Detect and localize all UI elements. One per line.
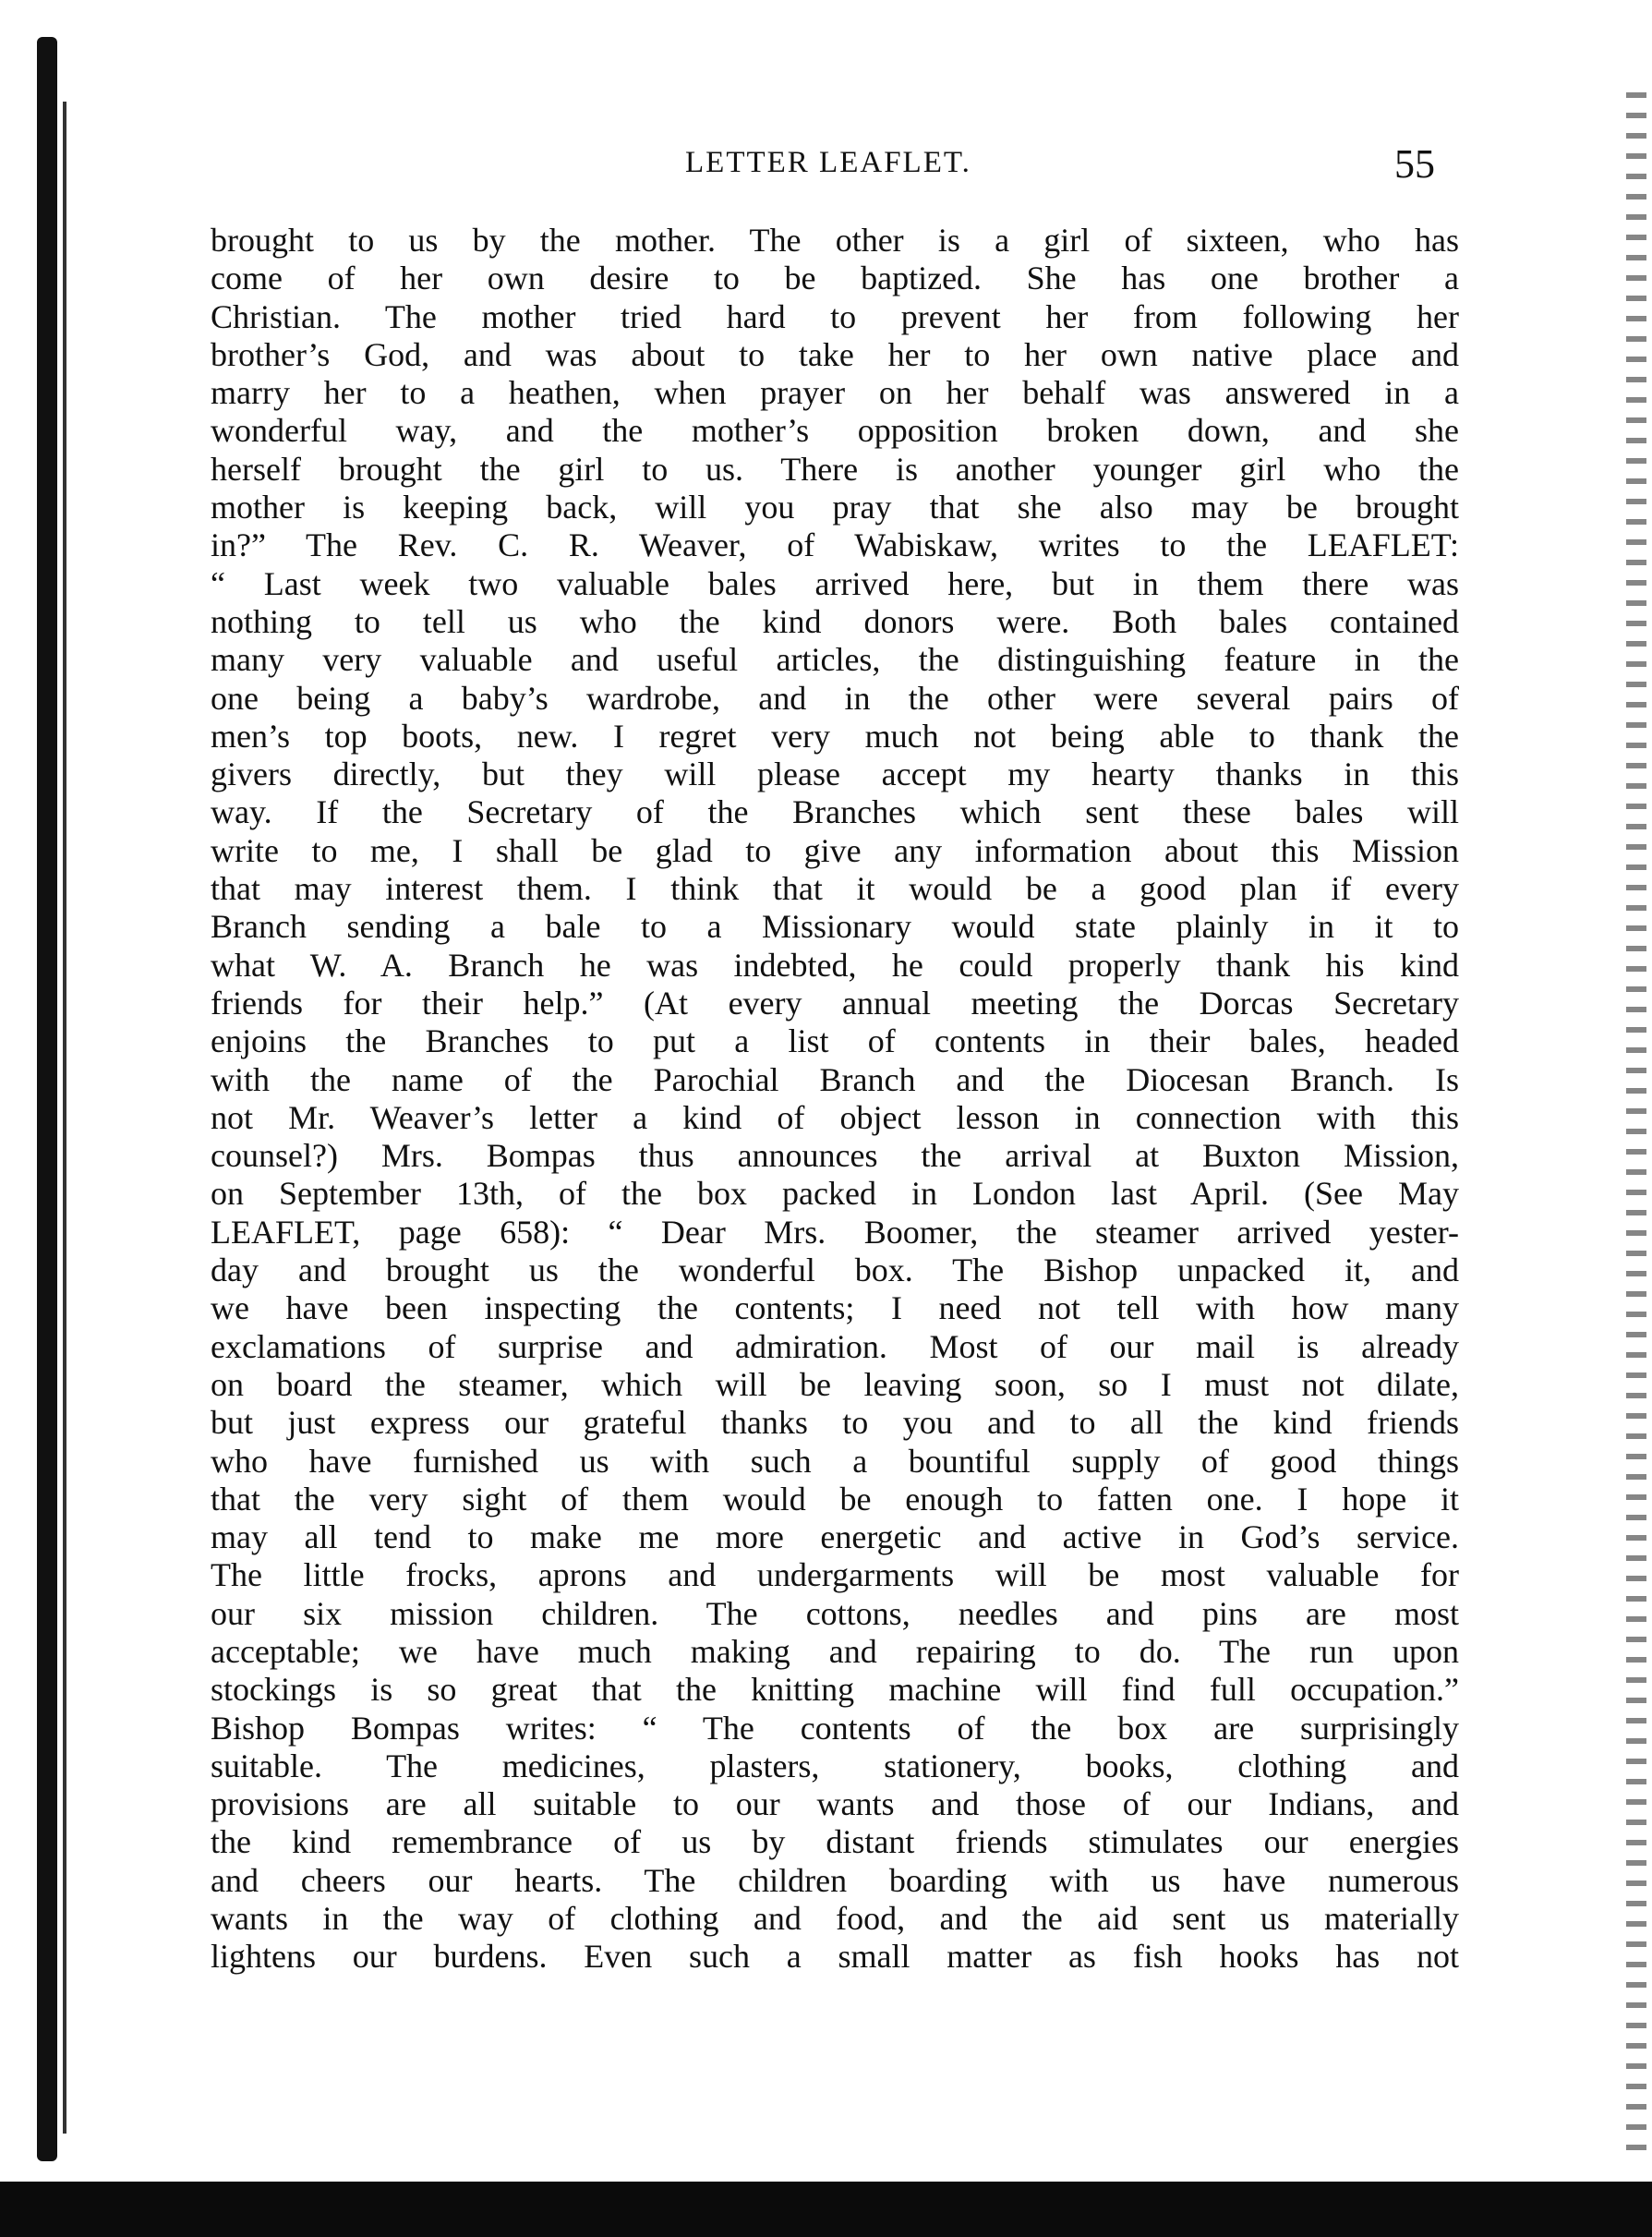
text-line: marry her to a heathen, when prayer on her behalf was answered in a <box>211 374 1459 412</box>
text-line: LEAFLET, page 658): “ Dear Mrs. Boomer, the steamer arrived yester- <box>211 1213 1459 1251</box>
text-line: “ Last week two valuable bales arrived here, but in them there was <box>211 564 1459 602</box>
text-line: exclamations of surprise and admiration. Most of our mail is already <box>211 1327 1459 1365</box>
text-line: men’s top boots, new. I regret very much not being able to thank the <box>211 717 1459 755</box>
text-line: brother’s God, and was about to take her to her own native place and <box>211 335 1459 373</box>
scan-bottom-border <box>0 2182 1652 2237</box>
text-line: who have furnished us with such a bountiful supply of good things <box>211 1442 1459 1480</box>
text-line: The little frocks, aprons and undergarments will be most valuable for <box>211 1556 1459 1594</box>
text-line: may all tend to make me more energetic and active in God’s service. <box>211 1518 1459 1556</box>
text-line: enjoins the Branches to put a list of contents in their bales, headed <box>211 1022 1459 1060</box>
running-head <box>0 141 1652 201</box>
text-line: givers directly, but they will please accept my hearty thanks in this <box>211 756 1459 793</box>
text-line: Christian. The mother tried hard to prevent her from following her <box>211 297 1459 335</box>
text-line: the kind remembrance of us by distant friends stimulates our energies <box>211 1823 1459 1861</box>
text-line: our six mission children. The cottons, needles and pins are most <box>211 1594 1459 1632</box>
text-line: herself brought the girl to us. There is another younger girl who the <box>211 450 1459 488</box>
text-line: acceptable; we have much making and repairing to do. The run upon <box>211 1632 1459 1670</box>
text-line: not Mr. Weaver’s letter a kind of object lesson in connection with this <box>211 1098 1459 1136</box>
binding-edge-line <box>63 102 66 2134</box>
text-line: with the name of the Parochial Branch and the Diocesan Branch. Is <box>211 1060 1459 1098</box>
text-line: that may interest them. I think that it would be a good plan if every <box>211 870 1459 908</box>
text-line: on September 13th, of the box packed in London last April. (See May <box>211 1175 1459 1213</box>
text-line: but just express our grateful thanks to you and to all the kind friends <box>211 1404 1459 1442</box>
text-line: in?” The Rev. C. R. Weaver, of Wabiskaw, writes to the LEAFLET: <box>211 526 1459 564</box>
page-edge-speckle <box>1626 92 1646 2161</box>
text-line: what W. A. Branch he was indebted, he could properly thank his kind <box>211 946 1459 984</box>
text-line: and cheers our hearts. The children boarding with us have numerous <box>211 1861 1459 1899</box>
text-line: lightens our burdens. Even such a small matter as fish hooks has not <box>211 1938 1459 1976</box>
text-line: on board the steamer, which will be leaving soon, so I must not dilate, <box>211 1365 1459 1403</box>
text-line: way. If the Secretary of the Branches which sent these bales will <box>211 793 1459 831</box>
text-line: we have been inspecting the contents; I need not tell with how many <box>211 1289 1459 1327</box>
text-line: nothing to tell us who the kind donors were. Both bales contained <box>211 602 1459 640</box>
text-line: write to me, I shall be glad to give any information about this Mission <box>211 831 1459 869</box>
text-line: mother is keeping back, will you pray that she also may be brought <box>211 489 1459 526</box>
text-line: Bishop Bompas writes: “ The contents of the box are surprisingly <box>211 1709 1459 1747</box>
text-line: that the very sight of them would be enough to fatten one. I hope it <box>211 1480 1459 1518</box>
text-line: day and brought us the wonderful box. The Bishop unpacked it, and <box>211 1252 1459 1289</box>
text-line: brought to us by the mother. The other is a girl of sixteen, who has <box>211 222 1459 259</box>
running-title: LETTER LEAFLET. <box>685 146 971 179</box>
text-line: one being a baby’s wardrobe, and in the other were several pairs of <box>211 679 1459 717</box>
text-line: Branch sending a bale to a Missionary would state plainly in it to <box>211 908 1459 946</box>
text-line: suitable. The medicines, plasters, stationery, books, clothing and <box>211 1747 1459 1784</box>
binding-edge-shadow <box>37 37 57 2161</box>
page-number: 55 <box>1394 141 1435 187</box>
text-line: wants in the way of clothing and food, and the aid sent us materially <box>211 1900 1459 1938</box>
text-line: stockings is so great that the knitting machine will find full occupation.” <box>211 1671 1459 1709</box>
body-text <box>211 222 1459 1977</box>
text-line: many very valuable and useful articles, the distinguishing feature in the <box>211 641 1459 679</box>
text-line: come of her own desire to be baptized. She has one brother a <box>211 260 1459 297</box>
text-line: counsel?) Mrs. Bompas thus announces the arrival at Buxton Mission, <box>211 1137 1459 1175</box>
text-line: provisions are all suitable to our wants and those of our Indians, and <box>211 1785 1459 1823</box>
text-line: friends for their help.” (At every annual meeting the Dorcas Secretary <box>211 984 1459 1022</box>
text-line: wonderful way, and the mother’s opposition broken down, and she <box>211 412 1459 450</box>
